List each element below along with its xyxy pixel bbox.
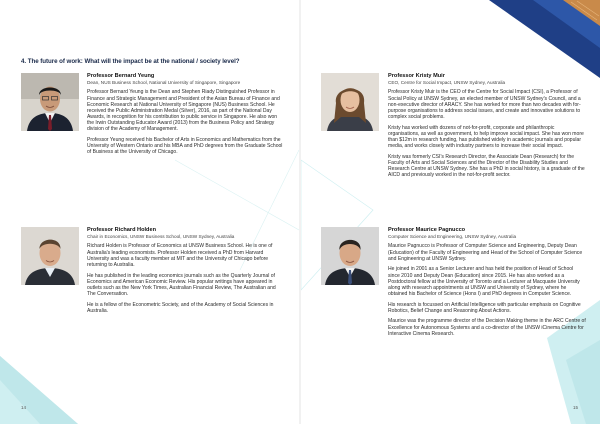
profile-role: CEO, Centre for Social Impact, UNSW Sydney, Australia	[388, 79, 506, 85]
profile-role: Chair in Economics, UNSW Business School, UNSW Sydney, Australia	[87, 233, 235, 239]
profile-paragraph: Professor Yeung received his Bachelor of Arts in Economics and Mathematics from the University of Western Ontario and his MBA and PhD degrees from the Graduate School of Business at the University of Chicago.	[87, 136, 283, 156]
profile-name: Professor Richard Holden	[87, 227, 157, 233]
profile-role: Dean, NUS Business School, National University of Singapore, Singapore	[87, 79, 241, 85]
portrait-photo	[21, 73, 79, 131]
portrait-photo	[321, 73, 379, 131]
profile-paragraph: Maurice Pagnucco is Professor of Computer Science and Engineering, Deputy Dean (Education) of the Faculty of Engineering and Head of the School of Computer Science and Engineering at UNSW Sydney.	[388, 243, 583, 262]
portrait-photo	[321, 227, 379, 285]
section-heading: 4. The future of work: What will the impact be at the national / society level?	[21, 58, 240, 65]
profile-name: Professor Maurice Pagnucco	[388, 227, 466, 233]
profile-paragraph: Richard Holden is Professor of Economics at UNSW Business School. He is one of Australia's leading economists. Professor Holden received a PhD from Harvard University and was a faculty member at MIT and the University of Chicago before returning to Australia.	[87, 243, 273, 268]
left-page	[0, 0, 299, 424]
profile-name: Professor Kristy Muir	[388, 73, 445, 79]
profile-bernard-yeung	[87, 73, 283, 160]
profile-paragraph: Maurice was the programme director of the Decision Making theme in the ARC Centre of Excellence for Autonomous Systems and a co-director of the UNSW iCinema Centre for Interactive Cinema Research.	[388, 318, 586, 337]
profile-paragraph: Professor Bernard Yeung is the Dean and Stephen Riady Distinguished Professor in Finance and Strategic Management and President of the Asian Bureau of Finance and Economic Research at National University of Singapore (NUS) Business School. He received the Public Administration Medal (Silver), 2016, as part of the National Day Awards, in recognition for his contribution to public service in Singapore. He also won the Irwin Outstanding Educator Award (2013) from the Business Policy and Strategy division of the Academy of Management.	[87, 89, 280, 133]
profile-name: Professor Bernard Yeung	[87, 73, 155, 79]
portrait-photo	[21, 227, 79, 285]
profile-maurice-pagnucco	[388, 227, 586, 341]
right-page	[301, 0, 600, 424]
right-page-decoration	[301, 0, 600, 424]
profile-paragraph: Kristy has worked with dozens of not-for-profit, corporate and philanthropic organisations, as well as government, to help improve social impact. She has won more than $12m in research funding, has published widely in academic journals and popular media, and works closely with industry partners to increase their social impact.	[388, 124, 584, 150]
profile-paragraph: Professor Kristy Muir is the CEO of the Centre for Social Impact (CSI), a Professor of Social Policy at UNSW Sydney, an elected member of UNSW Sydney's Council, and a non-executive director of ARACY. She has worked for more than two decades with for-purpose organisations to address social issues, and create and innovative solutions to complex social problems.	[388, 89, 581, 121]
profile-richard-holden	[87, 227, 283, 318]
profile-paragraph: His research is focussed on Artificial Intelligence with particular emphasis on Cognitive Robotics, Belief Change and Reasoning About Actions.	[388, 301, 581, 314]
profile-paragraph: He joined in 2001 as a Senior Lecturer and has held the position of Head of School since 2010 and Deputy Dean (Education) since 2015. He has also worked as a Postdoctoral fellow at the University of Toronto and a Lecturer at Macquarie University along with research appointments at UNSW and University of Sydney, where he obtained his Bachelor of Science (Hons I) and PhD degrees in Computer Science.	[388, 266, 580, 297]
teal-line	[175, 160, 299, 230]
profile-paragraph: He has published in the leading economics journals such as the Quarterly Journal of Economics and American Economic Review. His popular writings have appeared in outlets such as the New York Times, Australian Financial Review, The Australian and The Conversation.	[87, 272, 276, 297]
page-number: 14	[21, 405, 27, 410]
profile-kristy-muir	[388, 73, 586, 183]
profile-paragraph: He is a fellow of the Econometric Society, and of the Academy of Social Sciences in Australia.	[87, 301, 274, 314]
profile-paragraph: Kristy was formerly CSI's Research Director, the Associate Dean (Research) for the Faculty of Arts and Social Sciences and the Director of the Disability Studies and Research Centre at UNSW Sydney. She has a PhD in social history, is a graduate of the AICD and previously worked in the not-for-profit sector.	[388, 153, 585, 179]
profile-role: Computer Science and Engineering, UNSW Sydney, Australia	[388, 233, 517, 239]
page-number: 15	[572, 405, 578, 410]
